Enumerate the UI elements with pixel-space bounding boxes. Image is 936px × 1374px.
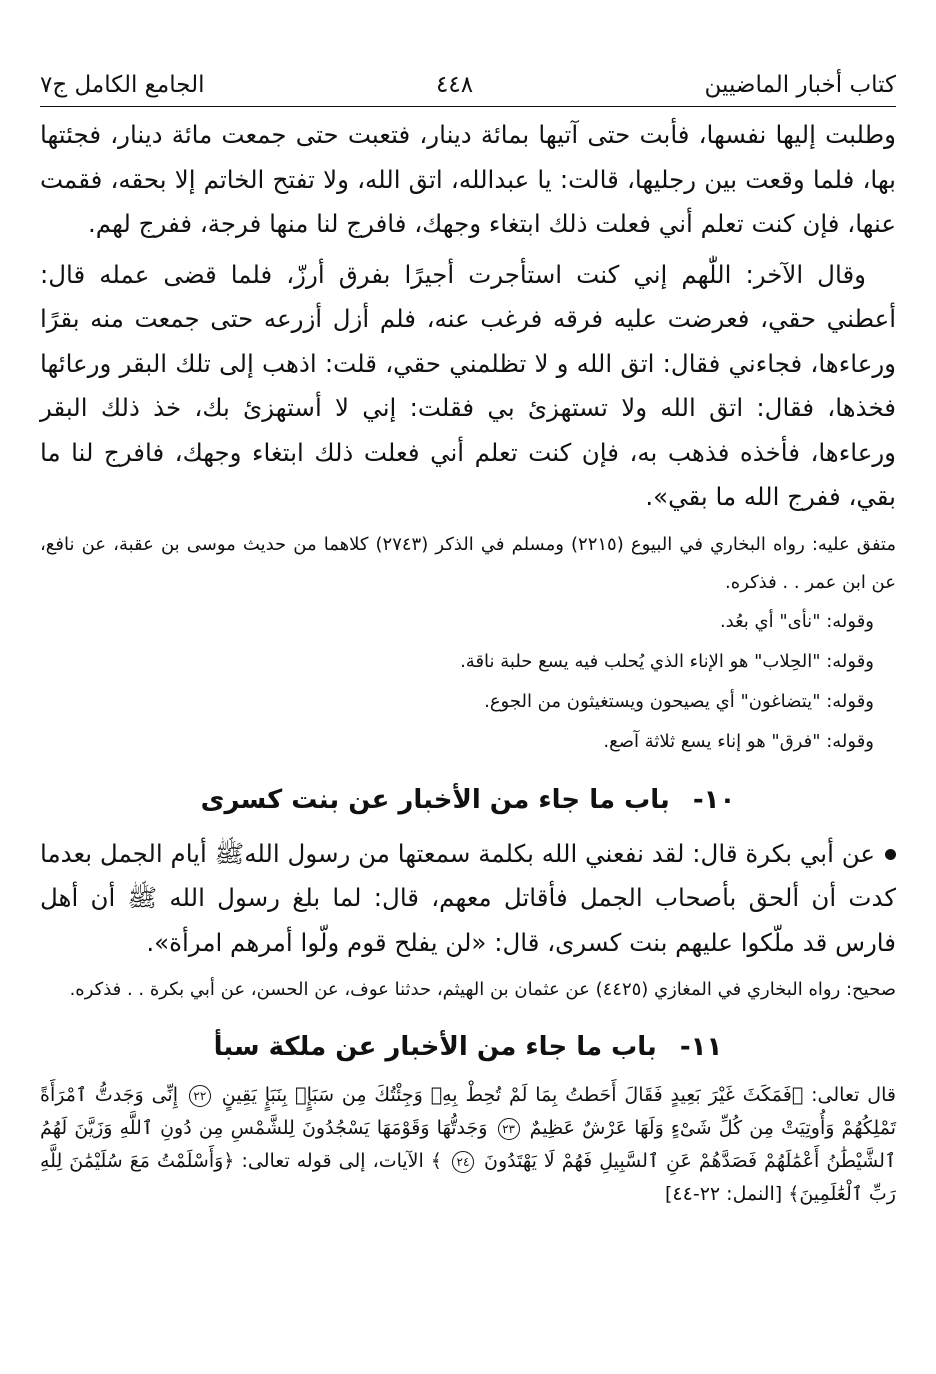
quran-verse-23: إِنِّى وَجَدتُّ ٱمْرَأَةً تَمْلِكُهُمْ وَأُوتِيَتْ مِن كُلِّ شَىْءٍ وَلَهَا عَرْشٌ عَظِيمٌ: [40, 1084, 896, 1139]
gloss-item: وقوله: "فرق" هو إناء يسع ثلاثة آصع.: [603, 730, 874, 752]
section-11-title: باب ما جاء من الأخبار عن ملكة سبأ: [213, 1032, 657, 1062]
page: [40, 52, 896, 1211]
section-11-number: ١١-: [679, 1032, 723, 1062]
running-header: [40, 52, 896, 100]
quran-passage: [40, 1079, 896, 1211]
aya-number-23: ٢٣: [498, 1118, 520, 1140]
quran-verse-24: وَجَدتُّهَا وَقَوْمَهَا يَسْجُدُونَ لِلشَّمْسِ مِن دُونِ ٱللَّهِ وَزَيَّنَ لَهُمُ ٱلشَّيْطَٰنُ أَعْمَٰلَهُمْ فَصَدَّهُمْ عَنِ ٱلسَّبِيلِ فَهُمْ لَا يَهْتَدُونَ: [40, 1117, 897, 1172]
section-10-heading: [40, 776, 896, 824]
paragraph-third-man: وقال الآخر: اللّٰهم إني كنت استأجرت أجيرًا بفرق أرزّ، فلما قضى عمله قال: أعطني حقي، فعرضت عليه فرقه فرغب عنه، فلم أزل أزرعه حتى جمعت منه بقرًا ورعاءها، فجاءني فقال: اتق الله و لا تظلمني حقي، قلت: اذهب إلى تلك البقر ورعائها فخذها، فقال: اتق الله ولا تستهزئ بي فقلت: إني لا أستهزئ بك، خذ ذلك البقر ورعاءها، فأخذه فذهب به، فإن كنت تعلم أني فعلت ذلك ابتغاء وجهك، فافرج لنا ما بقي، ففرج الله ما بقي».: [40, 259, 896, 511]
section-10-number: ١٠-: [692, 784, 736, 815]
section-10-hadith: [40, 832, 896, 966]
section-10-hadith-text: عن أبي بكرة قال: لقد نفعني الله بكلمة سمعتها من رسول اللهﷺ أيام الجمل بعدما كدت أن ألحق بأصحاب الجمل فأقاتل معهم، قال: لما بلغ رسول الله ﷺ أن أهل فارس قد ملّكوا عليهم بنت كسرى، قال: «لن يفلح قوم ولّوا أمرهم امرأة».: [40, 838, 896, 957]
bullet-icon: [885, 849, 896, 860]
aya-number-22: ٢٢: [189, 1085, 211, 1107]
page-number: ٤٤٨: [435, 72, 474, 99]
quran-intro: قال تعالى: ﴿فَمَكَثَ غَيْرَ بَعِيدٍ فَقَالَ أَحَطتُ بِمَا لَمْ تُحِطْ بِهِۦ وَجِئْتُكَ مِن سَبَإٍۭ بِنَبَإٍ يَقِينٍ: [221, 1084, 896, 1106]
gloss-item: وقوله: "الحِلاب" هو الإناء الذي يُحلب فيه يسع حلبة ناقة.: [460, 650, 874, 672]
book-title: كتاب أخبار الماضيين: [704, 72, 896, 99]
gloss-list: [40, 602, 896, 762]
gloss-item: وقوله: "يتضاغون" أي يصيحون ويستغيثون من الجوع.: [484, 690, 874, 712]
aya-number-24: ٢٤: [452, 1151, 474, 1173]
header-divider: [40, 106, 896, 107]
gloss-item: وقوله: "نأى" أي بعُد.: [719, 610, 874, 632]
takhrij-note-1: متفق عليه: رواه البخاري في البيوع (٢٢١٥) ومسلم في الذكر (٢٧٤٣) كلاهما من حديث موسى بن عقبة، عن نافع، عن ابن عمر . . فذكره.: [40, 533, 896, 593]
paragraph-continuation: وطلبت إليها نفسها، فأبت حتى آتيها بمائة دينار، فتعبت حتى جمعت مائة دينار، فجئتها بها، فلما وقعت بين رجليها، قالت: يا عبدالله، اتق الله، ولا تفتح الخاتم إلا بحقه، فقمت عنها، فإن كنت تعلم أني فعلت ذلك ابتغاء وجهك، فافرج لنا منها فرجة، ففرج لهم.: [40, 120, 896, 238]
collection-title: الجامع الكامل ج٧: [40, 72, 205, 99]
section-11-heading: [40, 1023, 896, 1071]
section-10-takhrij: صحيح: رواه البخاري في المغازي (٤٤٢٥) عن عثمان بن الهيثم، حدثنا عوف، عن الحسن، عن أبي بكرة . . فذكره.: [69, 979, 896, 1000]
quran-outro: ﴾ الآيات، إلى قوله تعالى: ﴿وَأَسْلَمْتُ مَعَ سُلَيْمَٰنَ لِلَّهِ رَبِّ ٱلْعَٰلَمِينَ﴾ [النمل: ٢٢-٤٤]: [40, 1150, 896, 1205]
section-10-title: باب ما جاء من الأخبار عن بنت كسرى: [200, 784, 670, 815]
